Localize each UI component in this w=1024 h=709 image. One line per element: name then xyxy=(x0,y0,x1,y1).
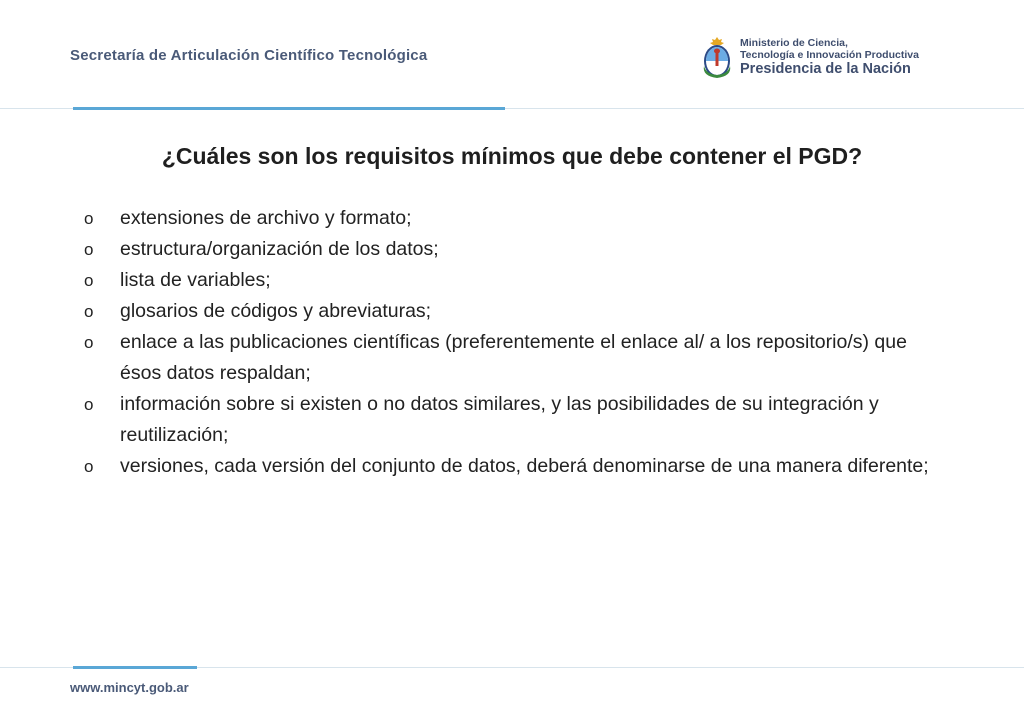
list-item xyxy=(82,296,942,327)
ministry-text xyxy=(740,37,919,78)
header-title: Secretaría de Articulación Científico Tecnológica xyxy=(70,47,428,64)
bullet-marker: o xyxy=(84,209,94,228)
list-item xyxy=(82,327,942,389)
ministry-name-line1: Ministerio de Ciencia, xyxy=(740,37,848,49)
ministry-name-line2: Tecnología e Innovación Productiva xyxy=(740,49,919,61)
list-item-text: información sobre si existen o no datos similares, y las posibilidades de su integración y reutilización; xyxy=(120,393,879,446)
list-item xyxy=(82,389,942,451)
list-item-text: extensiones de archivo y formato; xyxy=(120,207,412,229)
list-item xyxy=(82,265,942,296)
list-item-text: lista de variables; xyxy=(120,269,271,291)
list-item-text: estructura/organización de los datos; xyxy=(120,238,439,260)
bullet-marker: o xyxy=(84,333,94,352)
list-item xyxy=(82,451,942,482)
bullet-marker: o xyxy=(84,271,94,290)
header-accent-bar xyxy=(73,107,505,110)
footer-website-link[interactable]: www.mincyt.gob.ar xyxy=(70,680,189,695)
list-item xyxy=(82,203,942,234)
list-item xyxy=(82,234,942,265)
list-item-text: versiones, cada versión del conjunto de datos, deberá denominarse de una manera diferente; xyxy=(120,455,929,477)
argentina-coat-of-arms-icon xyxy=(700,34,734,80)
requirements-list xyxy=(82,203,942,482)
bullet-marker: o xyxy=(84,457,94,476)
bullet-marker: o xyxy=(84,395,94,414)
bullet-marker: o xyxy=(84,240,94,259)
footer-accent-bar xyxy=(73,666,197,669)
list-item-text: glosarios de códigos y abreviaturas; xyxy=(120,300,432,322)
list-item-text: enlace a las publicaciones científicas (preferentemente el enlace al/ a los repositorio/s) que ésos datos respaldan; xyxy=(120,331,907,384)
bullet-marker: o xyxy=(84,302,94,321)
presidency-name: Presidencia de la Nación xyxy=(740,61,911,77)
slide-title: ¿Cuáles son los requisitos mínimos que debe contener el PGD? xyxy=(161,143,863,169)
